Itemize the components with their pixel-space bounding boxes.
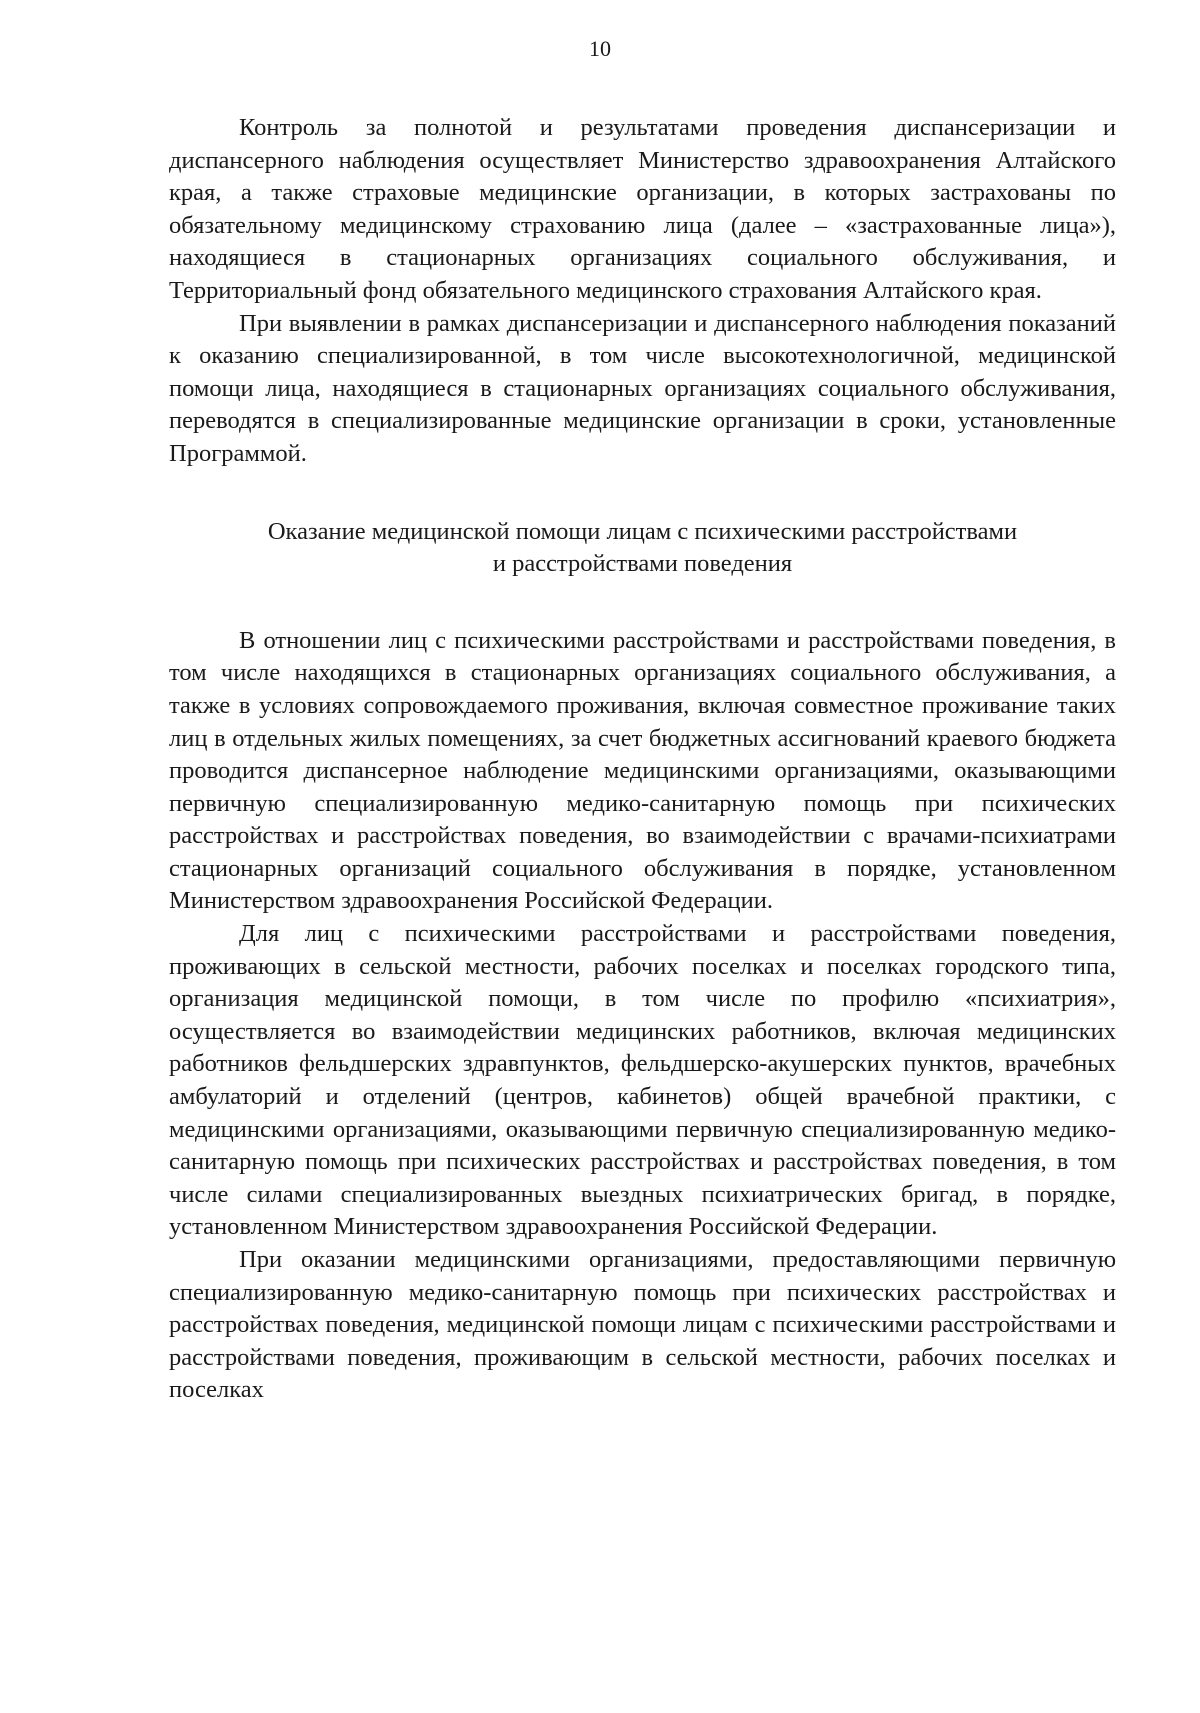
section-heading-line-2: и расстройствами поведения: [492, 550, 793, 578]
paragraph-specialized-care: При оказании медицинскими организациями, предоставляющими первичную специализированную медико-санитарную помощь при психических расстройствах и расстройствах поведения, медицинской помощи лицам с психическими расстройствами и расстройствами поведения, проживающим в сельской местности, рабочих поселках и поселках: [169, 1246, 1116, 1404]
paragraph-dispensary-observation: В отношении лиц с психическими расстройствами и расстройствами поведения, в том числе находящихся в стационарных организациях социального обслуживания, а также в условиях сопровождаемого проживания, включая совместное проживание таких лиц в отдельных жилых помещениях, за счет бюджетных ассигнований краевого бюджета проводится диспансерное наблюдение медицинскими организациями, оказывающими первичную специализированную медико-санитарную помощь при психических расстройствах и расстройствах поведения, во взаимодействии с врачами-психиатрами стационарных организаций социального обслуживания в порядке, установленном Министерством здравоохранения Российской Федерации.: [169, 626, 1116, 915]
section-heading-line-1: Оказание медицинской помощи лицам с психическими расстройствами: [267, 517, 1018, 545]
paragraph-referral: При выявлении в рамках диспансеризации и диспансерного наблюдения показаний к оказанию специализированной, в том числе высокотехнологичной, медицинской помощи лица, находящиеся в стационарных организациях социального обслуживания, переводятся в специализированные медицинские организации в сроки, установленные Программой.: [169, 309, 1116, 467]
paragraph-control: Контроль за полнотой и результатами проведения диспансеризации и диспансерного наблюдения осуществляет Министерство здравоохранения Алтайского края, а также страховые медицинские организации, в которых застрахованы по обязательному медицинскому страхованию лица (далее – «застрахованные лица»), находящиеся в стационарных организациях социального обслуживания, и Территориальный фонд обязательного медицинского страхования Алтайского края.: [169, 114, 1116, 304]
page-number: 10: [589, 36, 611, 61]
section-heading: [169, 516, 1116, 581]
paragraph-rural-care: Для лиц с психическими расстройствами и расстройствами поведения, проживающих в сельской местности, рабочих поселках и поселках городского типа, организация медицинской помощи, в том числе по профилю «психиатрия», осуществляется во взаимодействии медицинских работников, включая медицинских работников фельдшерских здравпунктов, фельдшерско-акушерских пунктов, врачебных амбулаторий и отделений (центров, кабинетов) общей врачебной практики, с медицинскими организациями, оказывающими первичную специализированную медико-санитарную помощь при психических расстройствах и расстройствах поведения, в том числе силами специализированных выездных психиатрических бригад, в порядке, установленном Министерством здравоохранения Российской Федерации.: [169, 920, 1116, 1241]
document-body: [169, 112, 1116, 1407]
